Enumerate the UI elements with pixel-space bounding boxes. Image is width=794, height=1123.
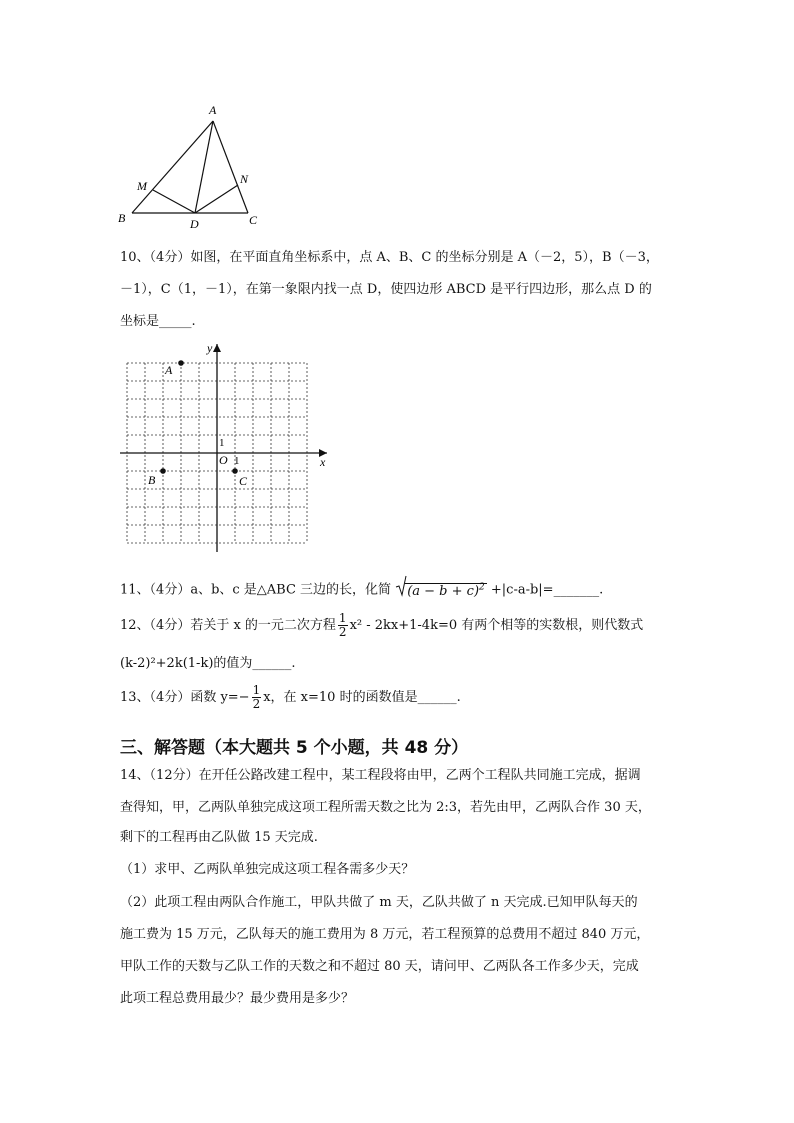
q13-frac-den: 2 <box>252 697 261 711</box>
q14-line2: 查得知，甲，乙两队单独完成这项工程所需天数之比为 2:3，若先由甲，乙两队合作 30 天， <box>120 800 651 815</box>
unit-y-label: 1 <box>219 437 225 449</box>
q10-line3: 坐标是_____. <box>120 314 196 329</box>
q11-radicand: (a − b + c) <box>407 584 480 600</box>
q14-part2-line4: 此项工程总费用最少？最少费用是多少？ <box>120 991 355 1006</box>
q10-line2: －1），C（1，－1），在第一象限内找一点 D，使四边形 ABCD 是平行四边形，那么点 D 的 <box>120 282 652 297</box>
triangle-figure <box>112 100 272 235</box>
q10-line1: 10、（4分）如图，在平面直角坐标系中，点 A、B、C 的坐标分别是 A（－2，5），B（－3， <box>120 250 659 265</box>
q13-suffix: x，在 x=10 时的函数值是______. <box>263 690 461 705</box>
q12-fraction <box>338 612 348 639</box>
q12-suffix: x² - 2kx+1-4k=0 有两个相等的实数根，则代数式 <box>349 618 644 633</box>
label-n: N <box>240 172 249 186</box>
label-a: A <box>209 103 217 117</box>
coordinate-grid-figure <box>115 340 335 555</box>
point-b <box>160 468 166 474</box>
unit-x-label: 1 <box>234 455 240 467</box>
q13 <box>120 683 461 713</box>
label-c: C <box>249 213 258 227</box>
label-d: D <box>190 217 199 231</box>
point-a-label: A <box>165 363 173 377</box>
axis-x-label: x <box>320 455 326 469</box>
q12-frac-den: 2 <box>338 625 347 639</box>
q14-part2-line3: 甲队工作的天数与乙队工作的天数之和不超过 80 天，请问甲、乙两队各工作多少天，完成 <box>120 959 639 974</box>
point-c <box>232 468 238 474</box>
q11-prefix: 11、（4分）a、b、c 是△ABC 三边的长，化简 <box>120 582 392 598</box>
label-b: B <box>118 211 126 225</box>
q11-sqrt <box>395 578 487 602</box>
q13-fraction <box>252 684 262 711</box>
point-a <box>178 360 184 366</box>
q12-line1 <box>120 611 643 641</box>
origin-label: O <box>219 453 228 467</box>
label-m: M <box>137 179 147 193</box>
q12-prefix: 12、（4分）若关于 x 的一元二次方程 <box>120 618 336 633</box>
q14-part1: （1）求甲、乙两队单独完成这项工程各需多少天？ <box>120 862 415 877</box>
q11-suffix: +|c-a-b|=_______. <box>490 582 604 598</box>
q12-line2: (k-2)²+2k(1-k)的值为______. <box>120 656 296 671</box>
q13-prefix: 13、（4分）函数 y=− <box>120 690 250 705</box>
q11-exponent: 2 <box>479 583 485 593</box>
q14-line1: 14、（12分）在开任公路改建工程中，某工程段将由甲，乙两个工程队共同施工完成，据调 <box>120 768 641 783</box>
q14-line3: 剩下的工程再由乙队做 15 天完成. <box>120 830 318 845</box>
q12-frac-num: 1 <box>338 611 347 625</box>
q11 <box>120 578 603 602</box>
q13-frac-num: 1 <box>252 683 261 697</box>
point-b-label: B <box>148 473 156 487</box>
section-heading: 三、解答题（本大题共 5 个小题，共 48 分） <box>120 738 469 758</box>
q14-part2-line1: （2）此项工程由两队合作施工，甲队共做了 m 天，乙队共做了 n 天完成.已知甲队每天的 <box>120 895 638 910</box>
axis-y-label: y <box>207 341 213 355</box>
q14-part2-line2: 施工费为 15 万元，乙队每天的施工费用为 8 万元，若工程预算的总费用不超过 840 万元， <box>120 927 650 942</box>
point-c-label: C <box>239 474 248 488</box>
